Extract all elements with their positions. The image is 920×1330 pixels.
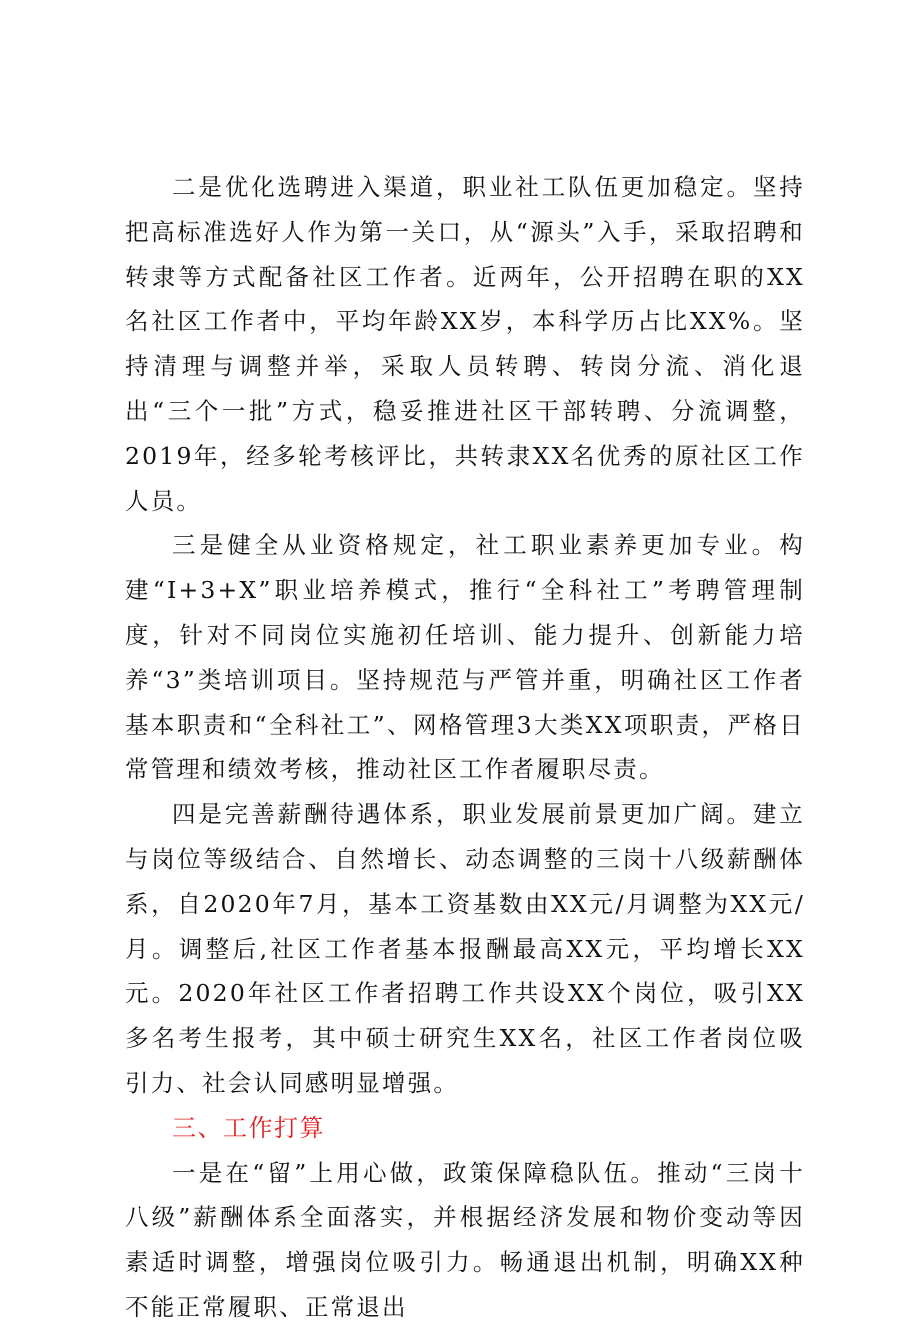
paragraph-salary-system: 四是完善薪酬待遇体系，职业发展前景更加广阔。建立与岗位等级结合、自然增长、动态调整的三岗十八级薪酬体系，自2020年7月，基本工资基数由XX元/月调整为XX元/月。调整后,社区工作者基本报酬最高XX元，平均增长XX元。2020年社区工作者招聘工作共设XX个岗位，吸引XX多名考生报考，其中硕士研究生XX名，社区工作者岗位吸引力、社会认同感明显增强。 (125, 800, 805, 1097)
section-heading-work-plan: 三、工作打算 (172, 1113, 325, 1142)
paragraph-retention-policy: 一是在“留”上用心做，政策保障稳队伍。推动“三岗十八级”薪酬体系全面落实，并根据经济发展和物价变动等因素适时调整，增强岗位吸引力。畅通退出机制，明确XX种不能正常履职、正常退出 (125, 1158, 805, 1321)
paragraph-qualification-rules: 三是健全从业资格规定，社工职业素养更加专业。构建“I+3+X”职业培养模式，推行“全科社工”考聘管理制度，针对不同岗位实施初任培训、能力提升、创新能力培养“3”类培训项目。坚持规范与严管并重，明确社区工作者基本职责和“全科社工”、网格管理3大类XX项职责，严格日常管理和绩效考核，推动社区工作者履职尽责。 (125, 531, 805, 784)
paragraph-optimize-recruitment: 二是优化选聘进入渠道，职业社工队伍更加稳定。坚持把高标准选好人作为第一关口，从“源头”入手，采取招聘和转隶等方式配备社区工作者。近两年，公开招聘在职的XX名社区工作者中，平均年龄XX岁，本科学历占比XX%。坚持清理与调整并举，采取人员转聘、转岗分流、消化退出“三个一批”方式，稳妥推进社区干部转聘、分流调整，2019年，经多轮考核评比，共转隶XX名优秀的原社区工作人员。 (125, 173, 805, 515)
document-body (125, 165, 805, 1330)
